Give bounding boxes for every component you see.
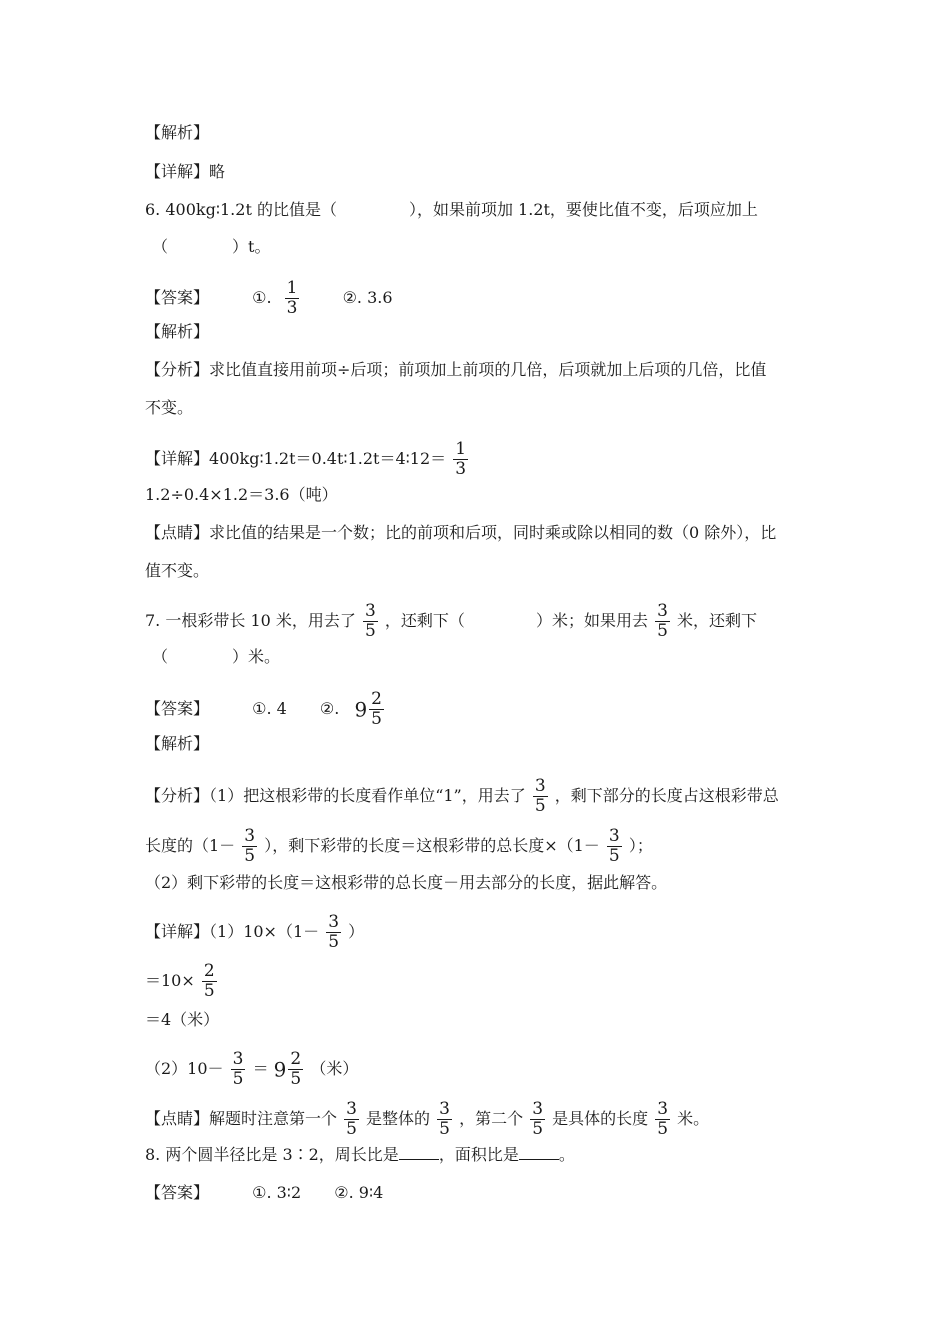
q7-detail-whole: 9 (273, 1057, 287, 1082)
q6-answer: 【答案】 ①. $\frac{1}{3}$ ②. 3.6 (145, 278, 393, 318)
q7-analysis-fraction-1: $\frac{3}{5}$ (534, 776, 546, 816)
q7-analysis-line3: （2）剩下彩带的长度＝这根彩带的总长度－用去部分的长度，据此解答。 (145, 873, 668, 892)
q7-detail-fraction-1: $\frac{3}{5}$ (328, 912, 340, 952)
q7-analysis-line1: 【分析】（1）把这根彩带的长度看作单位“1”，用去了 $\frac{3}{5}$ ，剩下部分的长度占这根彩带总 (145, 776, 779, 816)
q6-analysis-heading: 【解析】 (145, 322, 210, 341)
q7-detail-4: （2）10－ $\frac{3}{5}$ ＝ 9 $\frac{2}{5}$ （米） (145, 1049, 359, 1089)
q7-stem-fraction-1: $\frac{3}{5}$ (364, 601, 376, 641)
q7-analysis-heading: 【解析】 (145, 734, 210, 753)
q7-answer: 【答案】 ①. 4 ②. 9 $\frac{2}{5}$ (145, 689, 382, 729)
q7-tip-fraction-3: $\frac{3}{5}$ (532, 1099, 544, 1139)
q6-stem-line1: 6. 400kg∶1.2t 的比值是（ ），如果前项加 1.2t，要使比值不变，后项应加上 (145, 200, 758, 219)
q7-answer-fraction: $\frac{2}{5}$ (371, 689, 382, 729)
q7-detail-fraction-4: $\frac{2}{5}$ (290, 1049, 302, 1089)
q7-detail-1: 【详解】（1）10×（1－ $\frac{3}{5}$ ） (145, 912, 365, 952)
q7-tip-fraction-2: $\frac{3}{5}$ (439, 1099, 450, 1139)
analysis-tag: 【解析】 (145, 123, 210, 142)
q6-analysis-line2: 不变。 (145, 398, 194, 417)
q7-stem-fraction-2: $\frac{3}{5}$ (657, 601, 668, 641)
q7-detail-2: ＝10× $\frac{2}{5}$ (145, 961, 215, 1001)
q6-detail: 【详解】400kg∶1.2t＝0.4t∶1.2t＝4∶12＝ $\frac{1}{3}$ (145, 439, 467, 479)
q6-calc: 1.2÷0.4×1.2＝3.6（吨） (145, 485, 338, 504)
q6-tip-line2: 值不变。 (145, 561, 210, 580)
q6-answer-fraction: $\frac{1}{3}$ (286, 278, 298, 318)
q6-detail-fraction: $\frac{1}{3}$ (455, 439, 467, 479)
detail-line (145, 162, 225, 182)
q7-detail-3: ＝4（米） (145, 1010, 220, 1029)
analysis-heading (145, 123, 209, 143)
q8-blank-2 (519, 1145, 559, 1160)
detail-tag: 【详解】 (145, 162, 210, 181)
q8-blank-1 (399, 1145, 439, 1160)
q8-stem: 8. 两个圆半径比是 3∶2，周长比是 ，面积比是 。 (145, 1145, 575, 1164)
q7-analysis-line2: 长度的（1－ $\frac{3}{5}$ ），剩下彩带的长度＝这根彩带的总长度×（1－ $\frac{3}{5}$ ）； (145, 826, 653, 866)
q7-stem-line2: （ ）米。 (152, 647, 281, 666)
q6-analysis-line1: 【分析】求比值直接用前项÷后项；前项加上前项的几倍，后项就加上后项的几倍，比值 (145, 360, 767, 379)
q7-tip-fraction-4: $\frac{3}{5}$ (657, 1099, 669, 1139)
q6-tip-line1: 【点睛】求比值的结果是一个数；比的前项和后项，同时乘或除以相同的数（0 除外），比 (145, 523, 777, 542)
q7-stem-line1: 7. 一根彩带长 10 米，用去了 $\frac{3}{5}$ ，还剩下（ ）米；如果用去 $\frac{3}{5}$ 米，还剩下 (145, 601, 758, 641)
q7-detail-fraction-2: $\frac{2}{5}$ (203, 961, 215, 1001)
q7-analysis-fraction-3: $\frac{3}{5}$ (608, 826, 620, 866)
q6-stem-line2: （ ）t。 (152, 237, 271, 256)
detail-text: 略 (209, 162, 226, 181)
q7-analysis-fraction-2: $\frac{3}{5}$ (244, 826, 256, 866)
q7-tip-fraction-1: $\frac{3}{5}$ (346, 1099, 357, 1139)
q7-detail-fraction-3: $\frac{3}{5}$ (232, 1049, 244, 1089)
q7-tip: 【点睛】解题时注意第一个 $\frac{3}{5}$ 是整体的 $\frac{3}{5}$ ，第二个 $\frac{3}{5}$ 是具体的长度 $\frac{3}{5}$ 米。 (145, 1099, 710, 1139)
q7-answer-whole: 9 (354, 697, 368, 722)
q8-answer: 【答案】 ①. 3∶2 ②. 9∶4 (145, 1183, 384, 1202)
